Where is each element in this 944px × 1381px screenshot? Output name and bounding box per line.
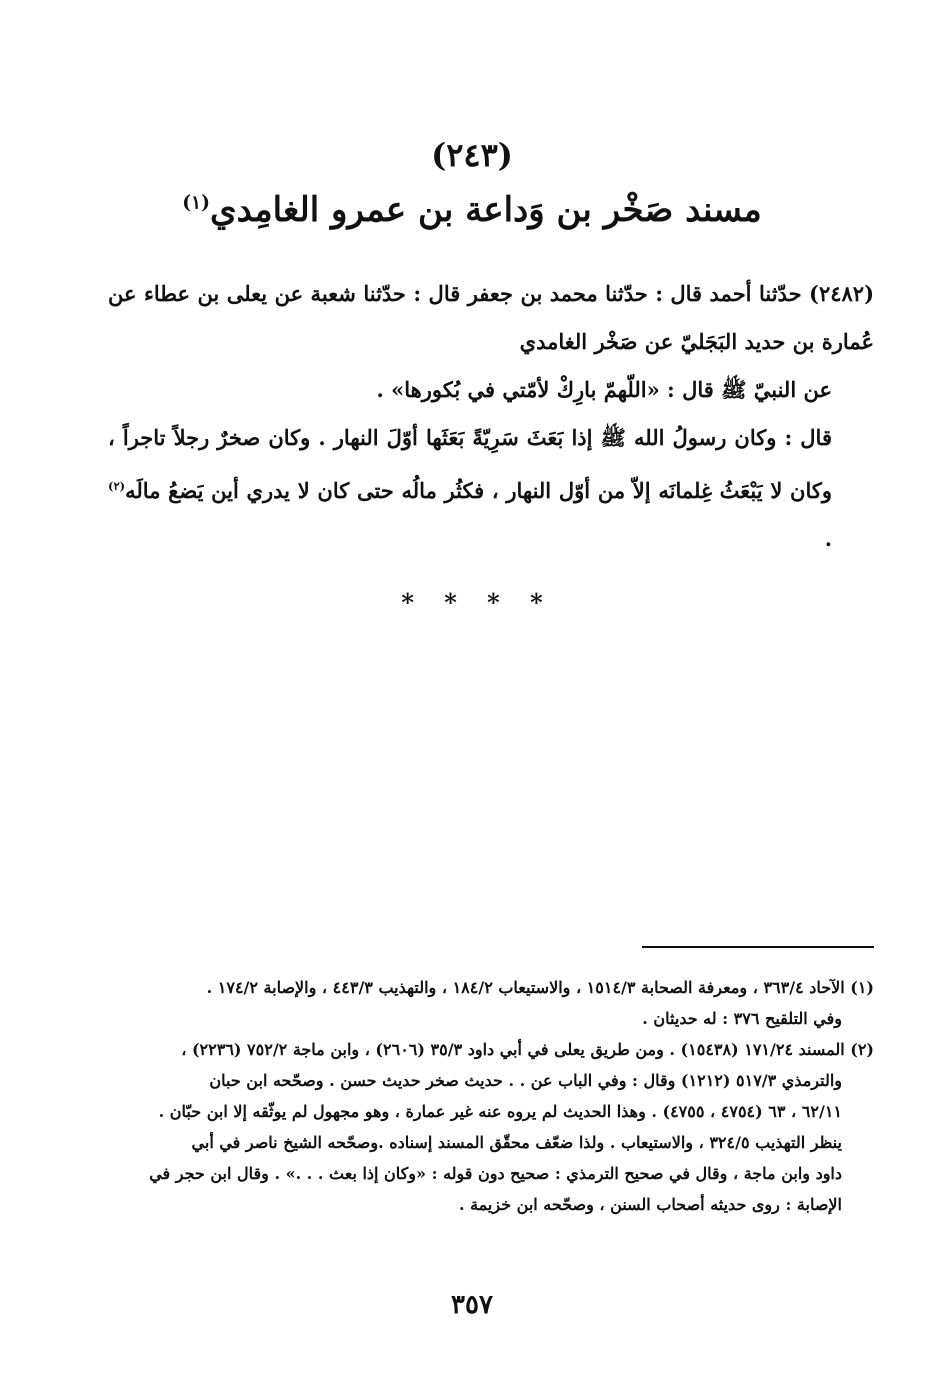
section-separator: * * * * (401, 588, 543, 617)
hadith-isnad: (٢٤٨٢) حدّثنا أحمد قال : حدّثنا محمد بن جعفر قال : حدّثنا شعبة عن يعلى بن عطاء عن عُمارة بن حديد البَجَليّ عن صَخْر الغامدي (108, 281, 874, 354)
section-number: (٢٤٣) (431, 136, 513, 174)
footnote-2-line-6: الإصابة : روى حديثه أصحاب السنن ، وصحّحه ابن خزيمة . (458, 1195, 842, 1214)
page-title (0, 190, 944, 230)
footnote-rule (642, 946, 874, 948)
page-number: ٣٥٧ (451, 1290, 493, 1320)
footnote-1-line-2: وفي التلقيح ٣٧٦ : له حديثان . (642, 1009, 842, 1028)
footnote-2-line-2: والترمذي ٥١٧/٣ (١٢١٢) وقال : وفي الباب عن . . حديث صخر حديث حسن . وصحّحه ابن حبان (209, 1071, 842, 1090)
footnote-2-line-4: ينظر التهذيب ٣٢٤/٥ ، والاستيعاب . ولذا ضعّف محقّق المسند إسناده .وصحّحه الشيخ ناصر في أبي (191, 1133, 842, 1152)
hadith-commentary (108, 414, 874, 563)
footnote-2-line-1: (٢) المسند ١٧١/٢٤ (١٥٤٣٨) . ومن طريق يعلى في أبي داود ٣٥/٣ (٢٦٠٦) ، وابن ماجة ٧٥٢/٢ (٢٢٣٦) ، (181, 1040, 874, 1059)
commentary-footnote-ref: (٢) (108, 479, 126, 493)
hadith-body (108, 270, 874, 563)
title-footnote-ref: (١) (182, 191, 210, 214)
footnote-2-line-3: ٦٢/١١ ، ٦٣ (٤٧٥٤ ، ٤٧٥٥) . وهذا الحديث لم يروه عنه غير عمارة ، وهو مجهول لم يوثّقه إلا ابن حبّان . (158, 1102, 842, 1121)
hadith-matn: عن النبيّ ﷺ قال : «اللّهمّ بارِكْ لأمّتي في بُكورها» . (376, 377, 832, 402)
commentary-text: قال : وكان رسولُ الله ﷺ إذا بَعَثَ سَرِيّةً بَعَثَها أوّلَ النهار . وكان صخرٌ رجلاً تاجراً ، وكان لا يَبْعَثُ غِلمانَه إلاّ من أوّل النهار ، فكثُر مالُه حتى كان لا يدري أين يَضعُ مالَه (108, 425, 832, 503)
footnote-1-line-1: (١) الآحاد ٣٦٣/٤ ، ومعرفة الصحابة ١٥١٤/٣ ، والاستيعاب ١٨٤/٢ ، والتهذيب ٤٤٣/٣ ، والإصابة ١٧٤/٢ . (206, 978, 874, 997)
title-text: مسند صَخْر بن وَداعة بن عمرو الغامِدي (209, 190, 762, 230)
footnotes (108, 972, 874, 1220)
footnote-2-line-5: داود وابن ماجة ، وقال في صحيح الترمذي : صحيح دون قوله : «وكان إذا بعث . . .» . وقال ابن حجر في (149, 1164, 842, 1183)
commentary-end: . (824, 526, 832, 551)
